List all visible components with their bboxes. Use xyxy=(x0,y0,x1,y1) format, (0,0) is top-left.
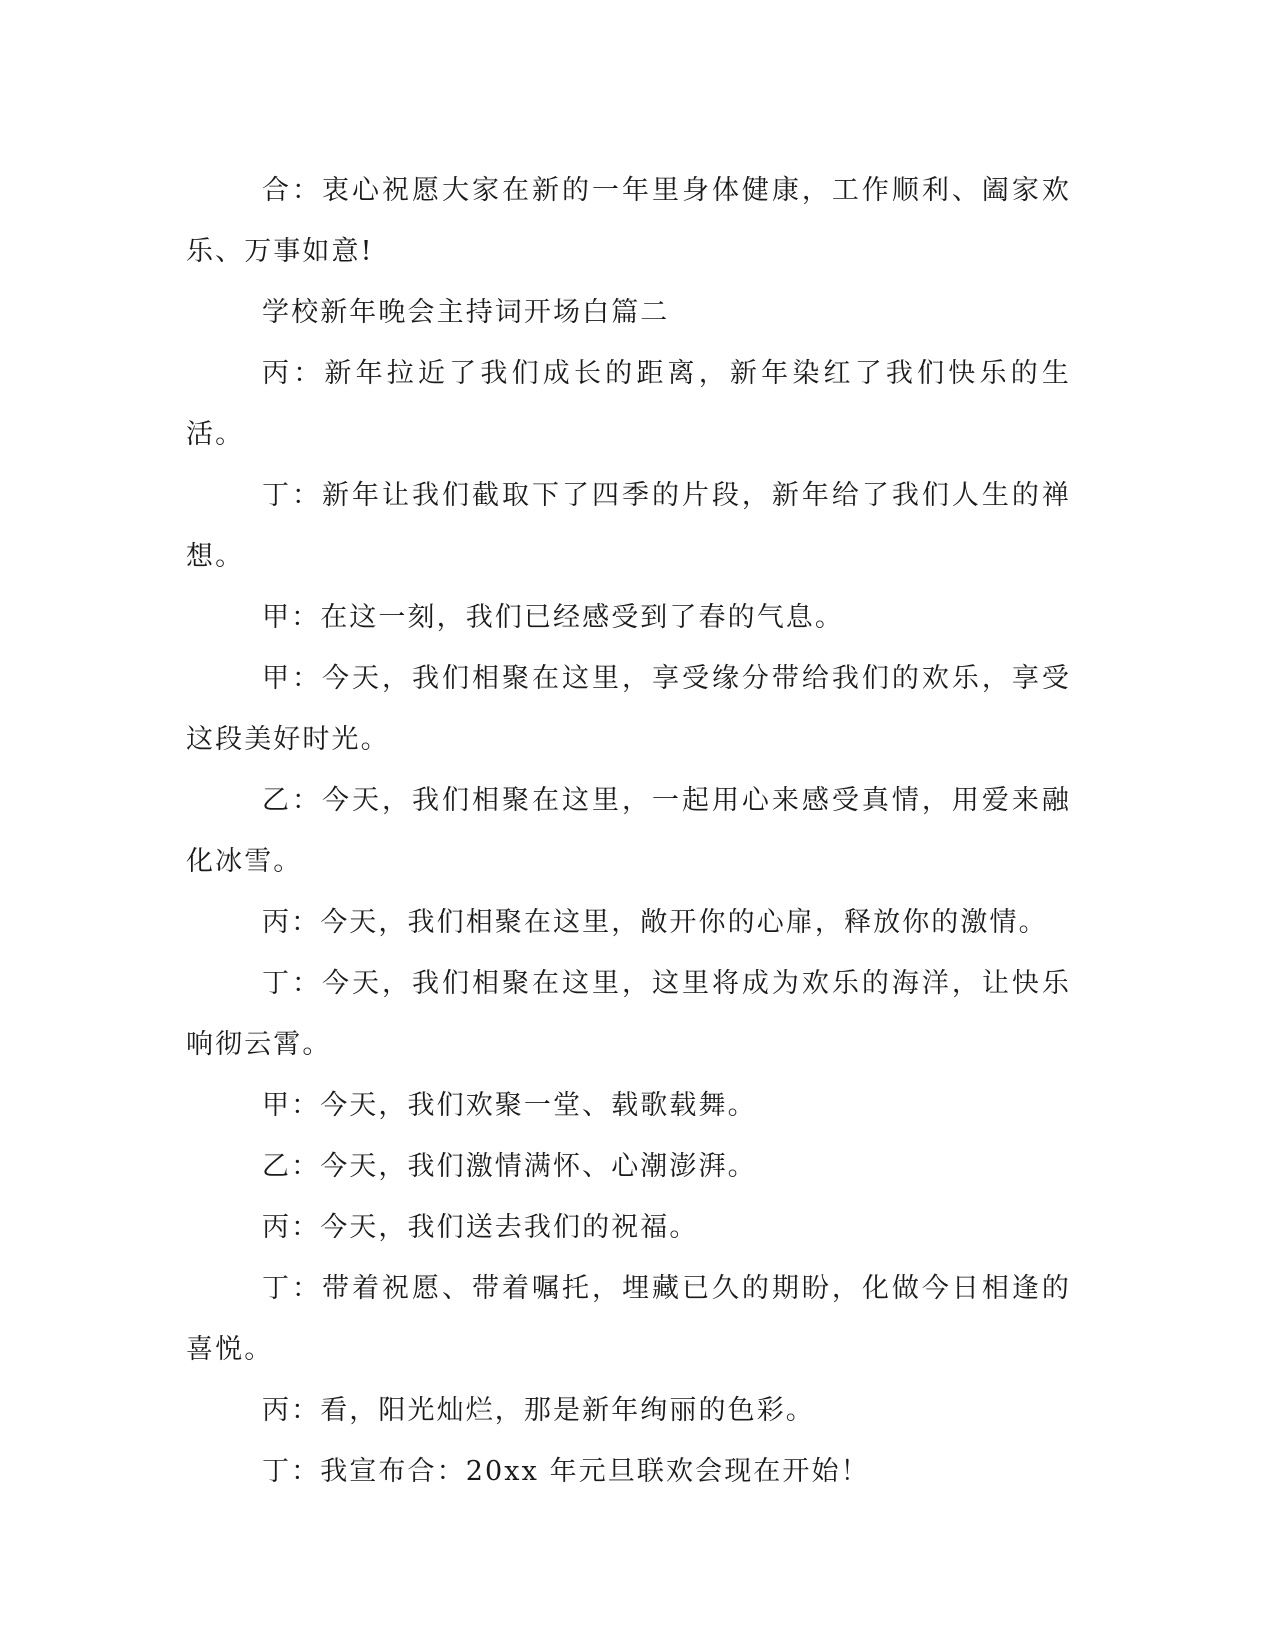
paragraph-line: 乙：今天，我们相聚在这里，一起用心来感受真情，用爱来融化冰雪。 xyxy=(186,785,1071,877)
paragraph-line: 甲：在这一刻，我们已经感受到了春的气息。 xyxy=(262,602,844,633)
document-body xyxy=(186,160,1071,1502)
paragraph-line: 丁：新年让我们截取下了四季的片段，新年给了我们人生的禅想。 xyxy=(186,480,1071,572)
paragraph-line: 丙：新年拉近了我们成长的距离，新年染红了我们快乐的生活。 xyxy=(186,358,1071,450)
paragraph-line: 丁：今天，我们相聚在这里，这里将成为欢乐的海洋，让快乐响彻云霄。 xyxy=(186,968,1071,1060)
paragraph-line: 丙：今天，我们相聚在这里，敞开你的心扉，释放你的激情。 xyxy=(262,907,1048,938)
paragraph-line: 丙：今天，我们送去我们的祝福。 xyxy=(262,1212,699,1243)
paragraph-line: 乙：今天，我们激情满怀、心潮澎湃。 xyxy=(262,1151,757,1182)
paragraph-line: 丁：带着祝愿、带着嘱托，埋藏已久的期盼，化做今日相逢的喜悦。 xyxy=(186,1273,1071,1365)
paragraph-announcement: 丁：我宣布合：20xx 年元旦联欢会现在开始！ xyxy=(262,1456,870,1487)
section-heading: 学校新年晚会主持词开场白篇二 xyxy=(262,297,670,328)
paragraph-line: 丙：看，阳光灿烂，那是新年绚丽的色彩。 xyxy=(262,1395,815,1426)
paragraph-closing-wish: 合：衷心祝愿大家在新的一年里身体健康，工作顺利、阖家欢乐、万事如意! xyxy=(186,175,1071,267)
paragraph-line: 甲：今天，我们相聚在这里，享受缘分带给我们的欢乐，享受这段美好时光。 xyxy=(186,663,1071,755)
paragraph-line: 甲：今天，我们欢聚一堂、载歌载舞。 xyxy=(262,1090,757,1121)
